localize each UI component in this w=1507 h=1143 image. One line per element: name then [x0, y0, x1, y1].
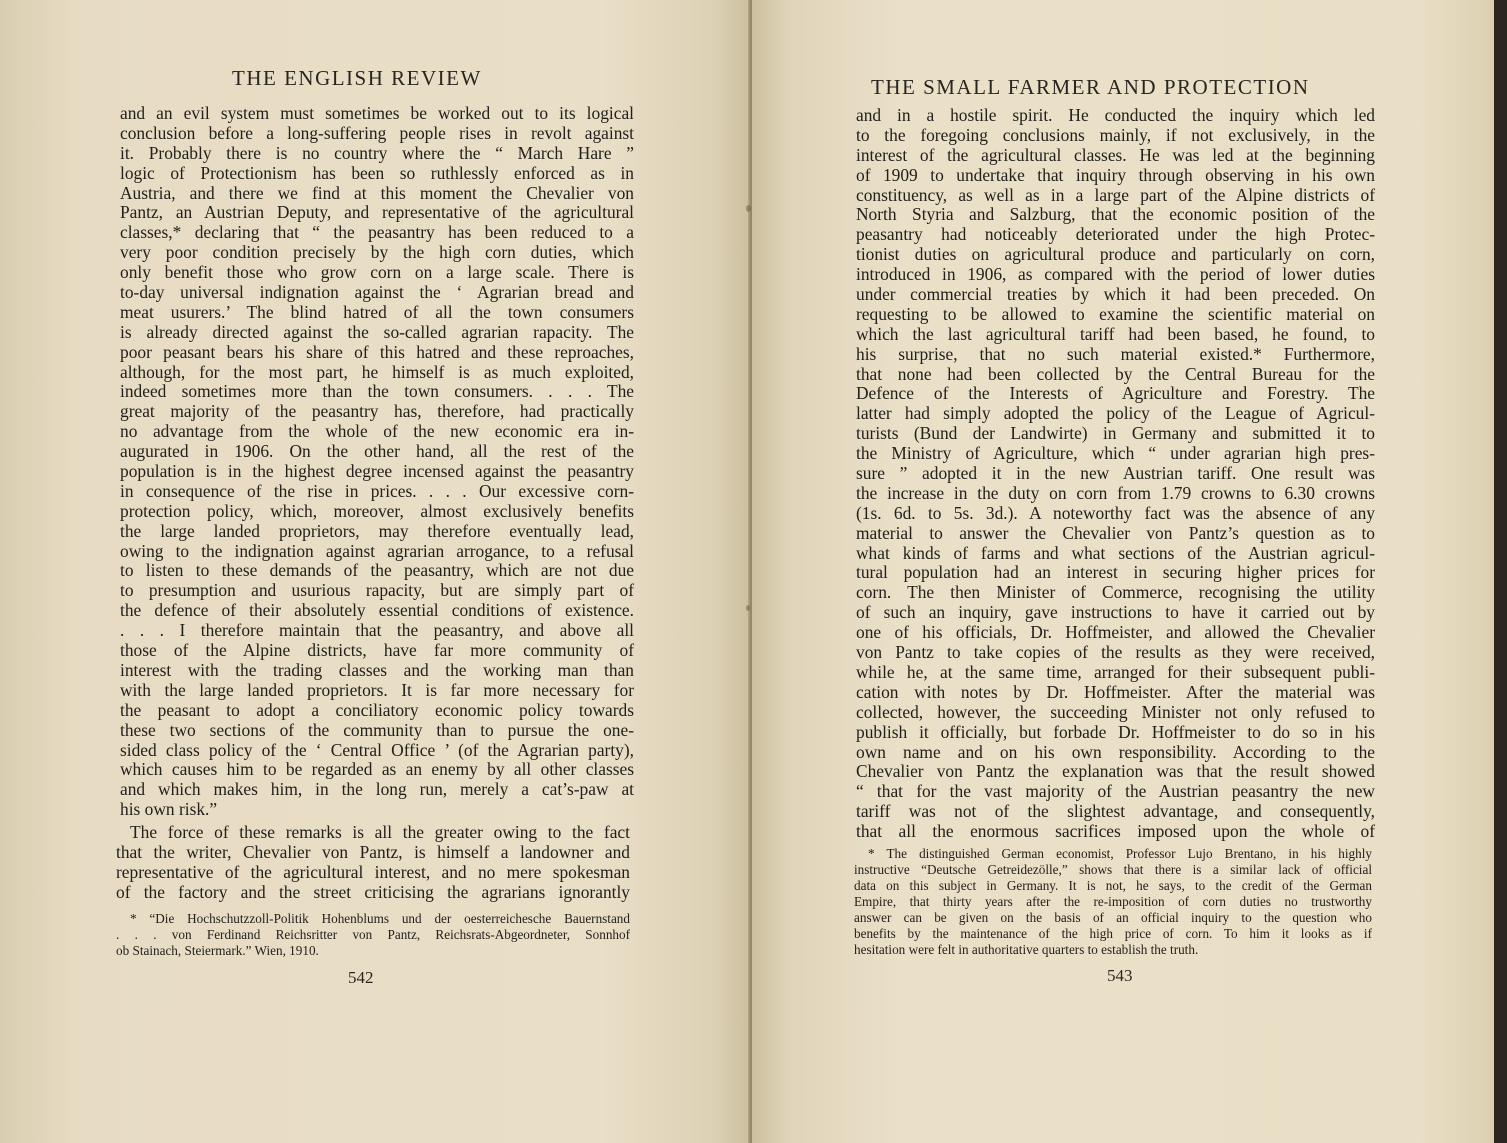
body-line: tionist duties on agricultural produce and particularly on corn,	[856, 244, 1375, 265]
folio-right: 543	[1107, 966, 1133, 985]
running-head-right: THE SMALL FARMER AND PROTECTION	[871, 75, 1310, 99]
body-line: and an evil system must sometimes be worked out to its logical	[120, 103, 634, 123]
body-line: great majority of the peasantry has, therefore, had practically	[120, 401, 634, 422]
body-line: very poor condition precisely by the high corn duties, which	[120, 242, 634, 263]
body-line: owing to the indignation against agrarian arrogance, to a refusal	[120, 540, 634, 561]
body-line: publish it officially, but forbade Dr. Hoffmeister to do so in his	[856, 721, 1375, 742]
body-line: turists (Bund der Landwirte) in Germany and submitted it to	[856, 423, 1375, 444]
footnote-line: Empire, that thirty years after the re-imposition of corn duties no trustworthy	[854, 894, 1372, 909]
body-line: interest with the trading classes and the working man than	[120, 659, 634, 680]
left-footnote	[116, 911, 630, 959]
right-body-text	[856, 106, 1375, 842]
footnote-line: hesitation were felt in authoritative quarters to establish the truth.	[854, 942, 1199, 957]
body-line: which causes him to be regarded as an enemy by all other classes	[120, 759, 634, 780]
body-line: population is in the highest degree incensed against the peasantry	[120, 461, 634, 482]
body-line: these two sections of the community than to pursue the one-	[120, 719, 634, 740]
footnote-line: instructive “Deutsche Getreidezölle,” shows that there is a similar lack of official	[854, 862, 1372, 877]
body-line: which the last agricultural tariff had been based, he found, to	[856, 323, 1375, 344]
footnote-line: * “Die Hochschutzzoll-Politik Hohenblums und der oesterreichesche Bauernstand	[130, 911, 630, 926]
right-page	[752, 0, 1494, 1143]
body-line: the large landed proprietors, may therefore eventually lead,	[120, 520, 634, 541]
body-line: and in a hostile spirit. He conducted the inquiry which led	[856, 105, 1375, 125]
body-line: of 1909 to undertake that inquiry through observing in his own	[856, 164, 1375, 185]
body-line: von Pantz to take copies of the results as they were received,	[856, 642, 1375, 663]
body-line: Defence of the Interests of Agriculture and Forestry. The	[856, 383, 1375, 404]
left-body-text-continued	[116, 823, 630, 903]
body-line: representative of the agricultural interest, and no mere spokesman	[116, 861, 630, 882]
body-line: requesting to be allowed to examine the scientific material on	[856, 303, 1375, 324]
body-line: cation with notes by Dr. Hoffmeister. After the material was	[856, 681, 1375, 702]
body-line: North Styria and Salzburg, that the economic position of the	[856, 204, 1375, 225]
folio-left: 542	[348, 968, 374, 987]
body-line: that all the enormous sacrifices imposed upon the whole of	[856, 821, 1375, 842]
body-line: is already directed against the so-called agrarian rapacity. The	[120, 321, 634, 342]
body-line: latter had simply adopted the policy of the League of Agricul-	[856, 403, 1375, 424]
body-line: one of his officials, Dr. Hoffmeister, and allowed the Chevalier	[856, 622, 1375, 643]
body-line: introduced in 1906, as compared with the period of lower duties	[856, 264, 1375, 285]
body-line: that none had been collected by the Central Bureau for the	[856, 363, 1375, 384]
body-line: . . . I therefore maintain that the peasantry, and above all	[120, 620, 634, 641]
body-line: tural population had an interest in securing higher prices for	[856, 562, 1375, 583]
body-line: collected, however, the succeeding Minister not only refused to	[856, 701, 1375, 722]
body-line: protection policy, which, moreover, almost exclusively benefits	[120, 500, 634, 521]
body-line: poor peasant bears his share of this hatred and these reproaches,	[120, 341, 634, 362]
right-footnote	[854, 846, 1372, 958]
body-line: “ that for the vast majority of the Austrian peasantry the new	[856, 781, 1375, 802]
body-line: it. Probably there is no country where the “ March Hare ”	[120, 142, 634, 163]
body-line: indeed sometimes more than the town consumers. . . . The	[120, 381, 634, 402]
body-line: peasantry had noticeably deteriorated under the high Protec-	[856, 224, 1375, 245]
body-line: tariff was not of the slightest advantage, and consequently,	[856, 801, 1375, 822]
left-body-text	[120, 104, 634, 820]
body-line: the increase in the duty on corn from 1.79 crowns to 6.30 crowns	[856, 482, 1375, 503]
body-line: Pantz, an Austrian Deputy, and representative of the agricultural	[120, 202, 634, 223]
paper-blemish	[746, 205, 751, 212]
body-line: his surprise, that no such material existed.* Furthermore,	[856, 343, 1375, 364]
body-line: of such an inquiry, gave instructions to have it carried out by	[856, 602, 1375, 623]
body-line: the peasant to adopt a conciliatory economic policy towards	[120, 699, 634, 720]
body-line: although, for the most part, he himself is as much exploited,	[120, 361, 634, 382]
body-line: what kinds of farms and what sections of the Austrian agricul-	[856, 542, 1375, 563]
running-head-left: THE ENGLISH REVIEW	[232, 66, 482, 90]
paper-blemish	[746, 605, 750, 611]
body-line: own name and on his own responsibility. According to the	[856, 741, 1375, 762]
body-line: of the factory and the street criticising the agrarians ignorantly	[116, 881, 630, 902]
body-line: to presumption and usurious rapacity, but are simply part of	[120, 580, 634, 601]
footnote-line: data on this subject in Germany. It is not, he says, to the credit of the German	[854, 878, 1372, 893]
body-line: while he, at the same time, arranged for their subsequent publi-	[856, 661, 1375, 682]
body-line: sided class policy of the ‘ Central Office ’ (of the Agrarian party),	[120, 739, 634, 760]
body-line: meat usurers.’ The blind hatred of all the town consumers	[120, 301, 634, 322]
body-line: to-day universal indignation against the ‘ Agrarian bread and	[120, 282, 634, 303]
body-line: interest of the agricultural classes. He was led at the beginning	[856, 144, 1375, 165]
footnote-line: answer can be given on the basis of an official inquiry to the question who	[854, 910, 1372, 925]
body-line: under commercial treaties by which it had been preceded. On	[856, 284, 1375, 305]
body-line: only benefit those who grow corn on a large scale. There is	[120, 262, 634, 283]
footnote-line: ob Stainach, Steiermark.” Wien, 1910.	[116, 943, 319, 958]
body-line: to the foregoing conclusions mainly, if not exclusively, in the	[856, 124, 1375, 145]
body-line: The force of these remarks is all the greater owing to the fact	[130, 822, 630, 842]
body-line: in consequence of the rise in prices. . . . Our excessive corn-	[120, 480, 634, 501]
body-line: those of the Alpine districts, have far more community of	[120, 640, 634, 661]
body-line: sure ” adopted it in the new Austrian tariff. One result was	[856, 463, 1375, 484]
body-line: logic of Protectionism has been so ruthlessly enforced as in	[120, 162, 634, 183]
body-line: to listen to these demands of the peasantry, which are not due	[120, 560, 634, 581]
body-line: Chevalier von Pantz the explanation was that the result showed	[856, 761, 1375, 782]
body-line: with the large landed proprietors. It is far more necessary for	[120, 679, 634, 700]
body-line: no advantage from the whole of the new economic era in-	[120, 421, 634, 442]
body-line: augurated in 1906. On the other hand, all the rest of the	[120, 441, 634, 462]
body-line: conclusion before a long-suffering people rises in revolt against	[120, 122, 634, 143]
body-line: his own risk.”	[120, 799, 218, 820]
body-line: corn. The then Minister of Commerce, recognising the utility	[856, 582, 1375, 603]
left-page	[0, 0, 752, 1143]
body-line: Austria, and there we find at this moment the Chevalier von	[120, 182, 634, 203]
body-line: that the writer, Chevalier von Pantz, is himself a landowner and	[116, 841, 630, 862]
body-line: constituency, as well as in a large part of the Alpine districts of	[856, 184, 1375, 205]
body-line: and which makes him, in the long run, merely a cat’s-paw at	[120, 779, 634, 800]
body-line: material to answer the Chevalier von Pantz’s question as to	[856, 522, 1375, 543]
body-line: (1s. 6d. to 5s. 3d.). A noteworthy fact was the absence of any	[856, 502, 1375, 523]
body-line: the Ministry of Agriculture, which “ under agrarian high pres-	[856, 443, 1375, 464]
body-line: classes,* declaring that “ the peasantry has been reduced to a	[120, 222, 634, 243]
footnote-line: benefits by the maintenance of the high price of corn. To him it looks as if	[854, 926, 1372, 941]
footnote-line: . . . von Ferdinand Reichsritter von Pantz, Reichsrats-Abgeordneter, Sonnhof	[116, 927, 630, 942]
footnote-line: * The distinguished German economist, Professor Lujo Brentano, in his highly	[868, 846, 1372, 861]
body-line: the defence of their absolutely essential conditions of existence.	[120, 600, 634, 621]
page-edge-shadow	[1494, 0, 1507, 1143]
